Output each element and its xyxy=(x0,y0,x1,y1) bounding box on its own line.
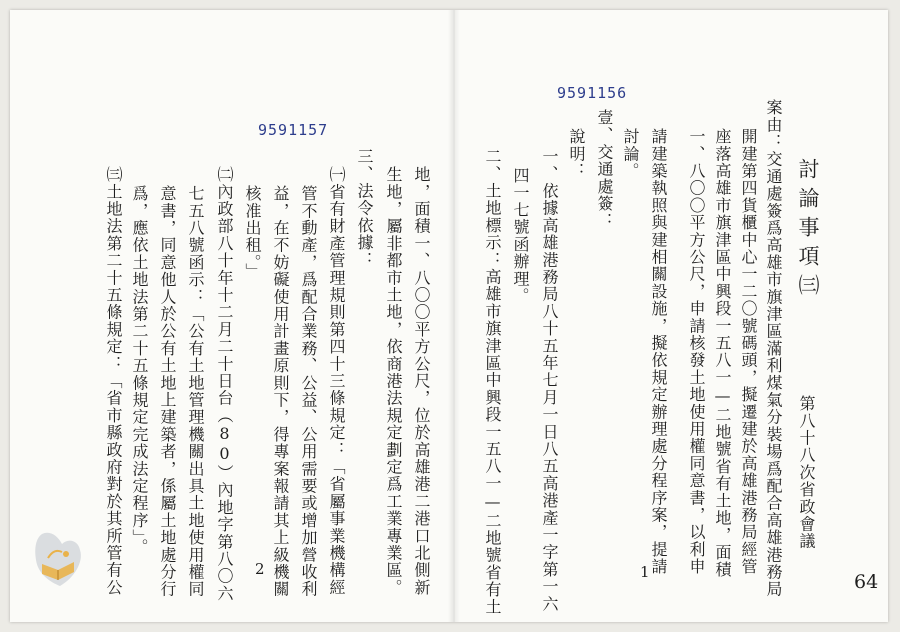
text-column: 請建築執照與建相關設施，擬依規定辦理處分程序案，提請 xyxy=(649,128,668,576)
text-column: 壹、交通處簽： xyxy=(595,109,614,230)
page-number-left: 2 xyxy=(255,560,265,578)
archive-stamp-right: 9591156 xyxy=(557,84,628,102)
text-column: 座落高雄市旗津區中興段一五八一—二地號省有土地，面積 xyxy=(713,128,732,579)
page-number-right: 1 xyxy=(640,563,650,581)
archive-stamp-left: 9591157 xyxy=(258,121,329,139)
text-column: 核准出租。」 xyxy=(243,185,262,281)
text-column: 意書，同意他人於公有土地上建築者，係屬土地處分行 xyxy=(158,185,177,598)
page-title: 討論事項㈢ xyxy=(796,158,820,303)
text-column: 討論。 xyxy=(621,128,640,180)
text-column: 二、土地標示：高雄市旗津區中興段一五八一—二地號省有土 xyxy=(483,148,502,616)
text-column: 四一七號函辦理。 xyxy=(511,167,530,305)
text-column: 益，在不妨礙使用計畫原則下，得專案報請其上級機關 xyxy=(271,185,290,598)
text-column: 開建第四貨櫃中心一二〇號碼頭，擬遷建於高雄港務局經管 xyxy=(739,128,758,576)
text-column: 三、法令依據： xyxy=(355,148,374,269)
text-column: 爲，應依土地法第二十五條規定完成法定程序」。 xyxy=(130,185,149,556)
text-column: 案由：交通處簽爲高雄市旗津區滿利煤氣分裝場爲配合高雄港務局 xyxy=(764,99,783,598)
corner-page-number: 64 xyxy=(854,571,879,593)
text-column: 地，面積一、八〇〇平方公尺，位於高雄港二港口北側新 xyxy=(412,166,431,596)
page-fold xyxy=(448,10,460,622)
text-column: ㈠省有財產管理規則第四十三條規定：「省屬事業機構經 xyxy=(327,166,346,596)
text-column: ㈢土地法第二十五條規定：「省市縣政府對於其所管有公 xyxy=(104,166,123,596)
text-column: ㈡內政部八十年十二月二十日台（80）內地字第八〇六 xyxy=(215,166,234,602)
archive-book-logo-icon xyxy=(28,528,88,592)
text-column: 一、八〇〇平方公尺，申請核發土地使用權同意書，以利申 xyxy=(687,128,706,576)
text-column: 一、依據高雄港務局八十五年七月一日八五高港產一字第一六 xyxy=(540,148,559,613)
text-column: 七五八號函示：「公有土地管理機關出具土地使用權同 xyxy=(186,185,205,598)
meeting-label: 第八十八次省政會議 xyxy=(797,395,816,550)
text-column: 生地，屬非都市土地，依商港法規定劃定爲工業專業區。 xyxy=(384,166,403,596)
text-column: 說明： xyxy=(567,128,586,180)
text-column: 管不動產，爲配合業務、公益、公用需要或增加營收利 xyxy=(299,185,318,598)
